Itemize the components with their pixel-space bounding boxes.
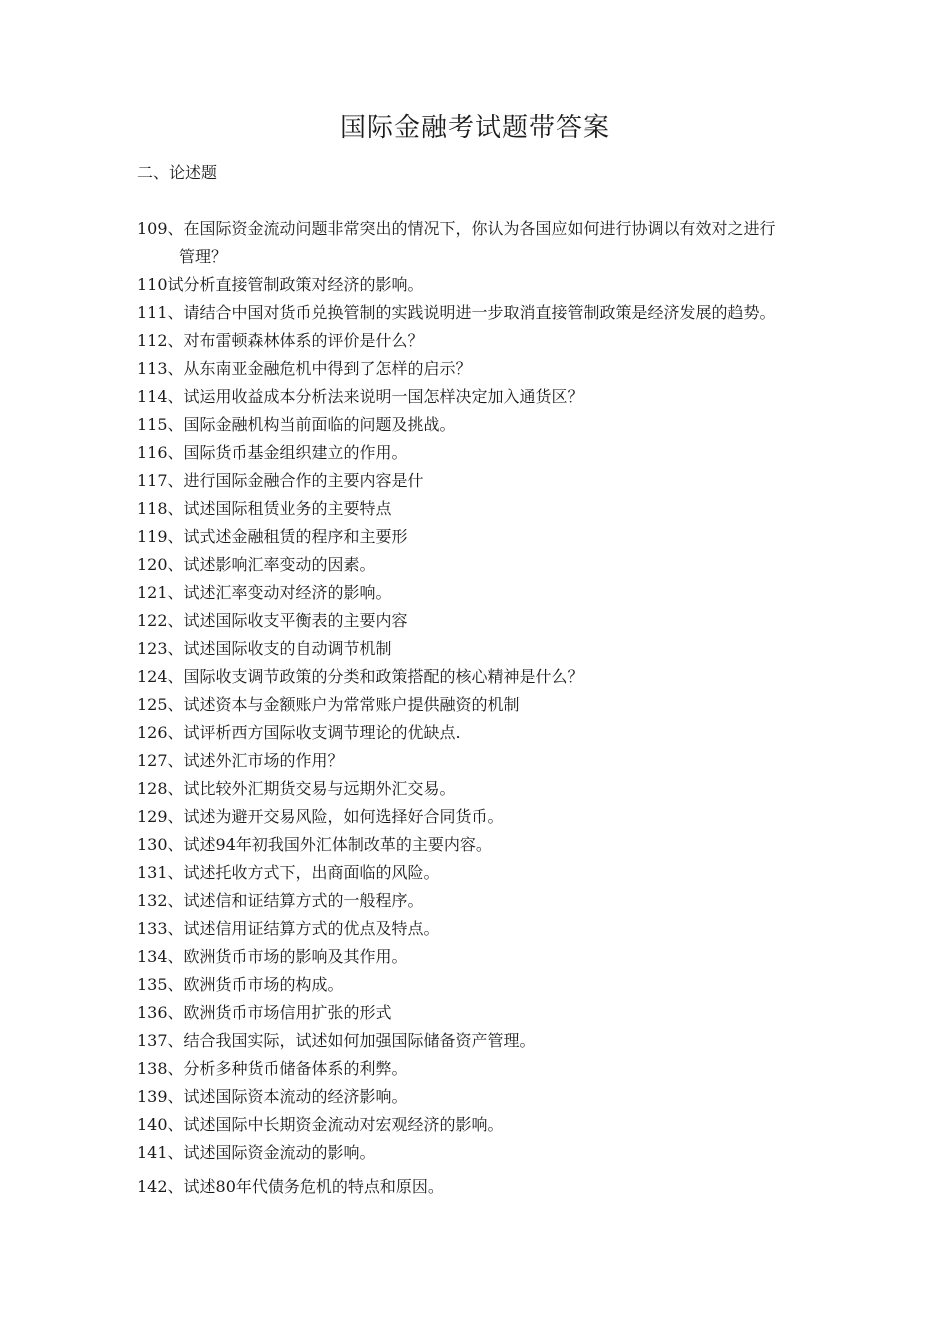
question-item: 123、试述国际收支的自动调节机制: [137, 639, 392, 658]
question-item: 124、国际收支调节政策的分类和政策搭配的核心精神是什么？: [137, 667, 584, 686]
question-item: 141、试述国际资金流动的影响。: [137, 1143, 376, 1162]
question-item: 132、试述信和证结算方式的一般程序。: [137, 891, 424, 910]
question-item: 138、分析多种货币储备体系的利弊。: [137, 1059, 408, 1078]
question-item: 134、欧洲货币市场的影响及其作用。: [137, 947, 408, 966]
question-item: 133、试述信用证结算方式的优点及特点。: [137, 919, 440, 938]
question-item: 122、试述国际收支平衡表的主要内容: [137, 611, 408, 630]
question-item: 127、试述外汇市场的作用？: [137, 751, 344, 770]
question-item: 119、试式述金融租赁的程序和主要形: [137, 527, 408, 546]
question-item: 121、试述汇率变动对经济的影响。: [137, 583, 392, 602]
section-heading: 二、论述题: [137, 163, 218, 182]
question-item: 112、对布雷顿森林体系的评价是什么？: [137, 331, 424, 350]
question-item: 129、试述为避开交易风险，如何选择好合同货币。: [137, 807, 504, 826]
question-item: 130、试述94年初我国外汇体制改革的主要内容。: [137, 835, 492, 854]
question-item: 117、进行国际金融合作的主要内容是什: [137, 471, 424, 490]
question-item: 139、试述国际资本流动的经济影响。: [137, 1087, 408, 1106]
question-item: 113、从东南亚金融危机中得到了怎样的启示？: [137, 359, 472, 378]
question-item: 115、国际金融机构当前面临的问题及挑战。: [137, 415, 456, 434]
question-list: [137, 215, 777, 1201]
question-item: 116、国际货币基金组织建立的作用。: [137, 443, 408, 462]
question-item: 142、试述80年代债务危机的特点和原因。: [137, 1177, 444, 1196]
question-item: 131、试述托收方式下，出商面临的风险。: [137, 863, 440, 882]
question-item: 114、试运用收益成本分析法来说明一国怎样决定加入通货区？: [137, 387, 584, 406]
question-item: 128、试比较外汇期货交易与远期外汇交易。: [137, 779, 456, 798]
question-item: 136、欧洲货币市场信用扩张的形式: [137, 1003, 392, 1022]
question-item: 140、试述国际中长期资金流动对宏观经济的影响。: [137, 1115, 504, 1134]
question-item: 135、欧洲货币市场的构成。: [137, 975, 344, 994]
question-item: 137、结合我国实际，试述如何加强国际储备资产管理。: [137, 1031, 536, 1050]
question-item: 118、试述国际租赁业务的主要特点: [137, 499, 392, 518]
question-item: 126、试评析西方国际收支调节理论的优缺点.: [137, 723, 461, 742]
question-item: 125、试述资本与金额账户为常常账户提供融资的机制: [137, 695, 520, 714]
question-item: 109、在国际资金流动问题非常突出的情况下，你认为各国应如何进行协调以有效对之进行管理？: [137, 219, 776, 266]
question-item: 111、请结合中国对货币兑换管制的实践说明进一步取消直接管制政策是经济发展的趋势。: [137, 303, 776, 322]
question-item: 120、试述影响汇率变动的因素。: [137, 555, 376, 574]
question-item: 110试分析直接管制政策对经济的影响。: [137, 275, 424, 294]
page-title: 国际金融考试题带答案: [339, 113, 610, 143]
